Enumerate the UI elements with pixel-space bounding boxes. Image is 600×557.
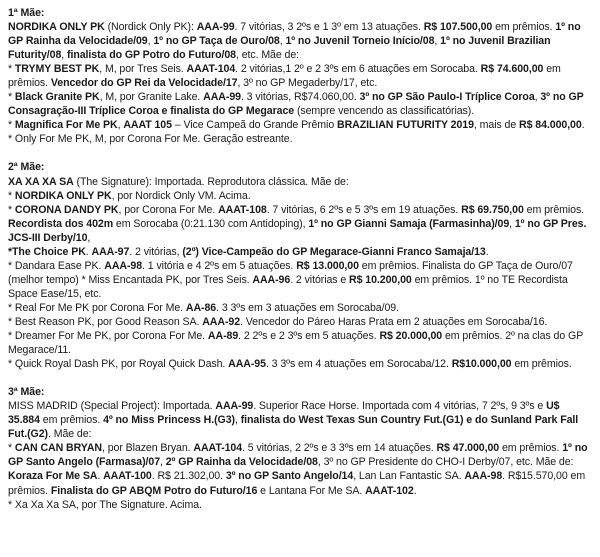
bold-text: AAA-99 — [196, 21, 235, 34]
bold-text: Finalista do GP ABQM Potro do Futuro/16 — [50, 484, 258, 497]
text-run: * Best Reason PK, por Good Reason SA. — [8, 315, 203, 328]
text-run: . 3 vitórias, R$74.060,00. — [240, 91, 360, 104]
bold-text: 2º GP Rainha da Velocidade/08 — [165, 456, 318, 469]
bold-text: AAAT-104 — [193, 442, 243, 455]
bold-text: 1º no GP Gianni Samaja (Farmasinha)/09 — [308, 217, 510, 230]
text-run: . 3 3ºs em 3 atuações em Sorocaba/09. — [216, 301, 399, 314]
bold-text: NORDIKA ONLY PK — [14, 189, 112, 202]
text-run: (Nordick Only PK): — [104, 21, 197, 34]
text-run: * — [8, 63, 15, 76]
text-run: em prêmios. — [511, 358, 572, 371]
bold-text: (2º) Vice-Campeão do GP Megarace-Gianni Franco Samaja/13 — [182, 245, 486, 258]
bold-text: 1º no GP Pres. JCS-III Derby/10 — [8, 217, 587, 244]
bold-text: AAA-98 — [104, 259, 143, 272]
text-run: , — [279, 35, 286, 48]
text-run: * — [8, 442, 15, 455]
entry-paragraph — [8, 315, 592, 329]
entry-paragraph — [8, 118, 592, 132]
entry-paragraph — [8, 20, 592, 62]
bold-text: AAA-96 — [252, 273, 291, 286]
text-run: (The Signature): Importada. Reprodutora clássica. Mãe de: — [73, 175, 349, 188]
bold-text: AAA-99 — [215, 400, 254, 413]
text-run: , Lan Lan Fantastic SA. — [353, 470, 465, 483]
text-run: , — [147, 35, 154, 48]
bold-text: 3º no GP Santo Angelo/14 — [225, 470, 354, 483]
text-run: , — [87, 231, 91, 244]
text-run: . 5 vitórias, 2 2ºs e 3 3ºs em 14 atuações. — [242, 442, 437, 455]
text-run: (sempre vencendo as classificatórias). — [294, 105, 475, 118]
entry-paragraph — [8, 498, 592, 512]
section-heading: 3ª Mãe: — [8, 386, 45, 399]
bold-text: CORONA DANDY PK — [14, 203, 119, 216]
text-run: , — [509, 217, 515, 230]
bold-text: R$10.000,00 — [451, 358, 512, 371]
text-run: em prêmios. — [492, 21, 556, 34]
bold-text: AAA-98 — [464, 470, 503, 483]
bold-text: 1º no GP Santo Angelo (Farmasa)/07 — [8, 442, 588, 469]
text-run: * — [8, 119, 15, 132]
bold-text: Vencedor do GP Rei da Velocidade/17 — [50, 77, 238, 90]
bold-text: AAA-95 — [228, 358, 266, 371]
text-run: . 3 3ºs em 4 atuações em Sorocaba/12. — [265, 358, 452, 371]
entry-paragraph — [8, 189, 592, 203]
entry-paragraph — [8, 259, 592, 301]
bold-text: AA-86 — [185, 301, 217, 314]
text-run: , por Blazen Bryan. — [101, 442, 194, 455]
section-third-dam — [8, 385, 592, 511]
bold-text: AAAT-102 — [365, 484, 414, 497]
section-heading: 1ª Mãe: — [8, 7, 45, 19]
text-run: * Quick Royal Dash PK, por Royal Quick Dash. — [8, 358, 229, 371]
text-run: . 2 vitórias e — [290, 273, 350, 286]
bold-text: AAAT-100 — [103, 470, 152, 483]
bold-text: 3º no GP São Paulo-I Tríplice Coroa — [359, 91, 535, 104]
bold-text: NORDIKA ONLY PK — [8, 21, 105, 34]
text-run: em prêmios. 2º na clas do GP Megarace/11. — [8, 330, 583, 357]
text-run: . R$15.570,00 em prêmios. — [8, 470, 586, 497]
text-run: , M, por Granite Lake. — [99, 91, 204, 104]
section-body — [8, 20, 592, 146]
entry-paragraph — [8, 301, 592, 315]
text-run: , M, por Tres Seis. — [99, 63, 187, 76]
entry-paragraph — [8, 90, 592, 118]
section-first-dam — [8, 6, 592, 146]
text-run: em prêmios. — [39, 414, 104, 427]
bold-text: AAAT 105 — [123, 119, 172, 132]
section-body — [8, 175, 592, 372]
bold-text: R$ 13.000,00 — [296, 259, 359, 272]
bold-text: R$ 107.500,00 — [423, 21, 493, 34]
bold-text: Recordista dos 402m — [8, 217, 114, 230]
text-run: . Vencedor do Páreo Haras Prata em 2 atuações em Sorocaba/16. — [240, 315, 548, 328]
text-run: , por Corona For Me. — [118, 203, 219, 216]
text-run: * — [8, 189, 15, 202]
text-run: . Mãe de: — [47, 428, 92, 441]
text-run: , etc. Mãe de: — [235, 49, 300, 62]
bold-text: finalista do GP Potro do Futuro/08 — [67, 49, 236, 62]
text-run: . 1 vitória e 4 2ºs em 5 atuações. — [142, 259, 297, 272]
section-body — [8, 399, 592, 511]
bold-text: R$ 10.200,00 — [349, 273, 412, 286]
text-run: em prêmios. Finalista do GP Taça de Ouro/07 (melhor tempo) * Miss Encantada PK, por Tres Seis. — [8, 259, 573, 286]
text-run: , — [534, 91, 541, 104]
bold-text: finalista do West Texas Sun Country Fut.(G1) e do Sunland Park Fall Fut.(G2) — [8, 414, 579, 441]
bold-text: AAA-97 — [91, 245, 130, 258]
text-run: , — [160, 456, 166, 469]
bold-text: R$ 20.000,00 — [379, 330, 443, 343]
text-run: . 7 vitórias, 6 2ºs e 5 3ºs em 19 atuações. — [266, 203, 462, 216]
text-run: , — [234, 414, 241, 427]
bold-text: U$ 35.884 — [8, 400, 560, 427]
bold-text: 3º no GP Consagração-III Tríplice Coroa e finalista do GP Megarace — [8, 91, 584, 118]
bold-text: 1º no Juvenil Torneio Início/08 — [285, 35, 435, 48]
text-run: * Dandara Ease PK. — [8, 259, 105, 272]
entry-paragraph — [8, 175, 592, 189]
text-run: MISS MADRID (Special Project): Importada. — [8, 400, 216, 413]
entry-paragraph — [8, 62, 592, 90]
bold-text: 4º no Miss Princess H.(G3) — [103, 414, 235, 427]
entry-paragraph — [8, 329, 592, 357]
text-run: . — [413, 484, 417, 497]
bold-text: BRAZILIAN FUTURITY 2019 — [337, 119, 474, 132]
text-run: . 2 vitórias,1 2º e 2 3ºs em 6 atuações em Sorocaba. — [235, 63, 481, 76]
text-run: * Dreamer For Me PK, por Corona For Me. — [8, 330, 208, 343]
text-run: . — [485, 245, 489, 258]
text-run: e Lantana For Me SA. — [257, 484, 366, 497]
bold-text: Koraza For Me SA — [8, 470, 98, 483]
text-run: – Vice Campeã do Grande Prêmio — [171, 119, 338, 132]
entry-paragraph — [8, 357, 592, 371]
bold-text: AA-89 — [207, 330, 239, 343]
entry-paragraph — [8, 245, 592, 259]
text-run: * Xa Xa Xa SA, por The Signature. Acima. — [8, 498, 202, 511]
entry-paragraph — [8, 203, 592, 245]
entry-paragraph — [8, 132, 592, 146]
text-run: , 3º no GP Presidente do CHO-I Derby/07, etc. Mãe de: — [317, 456, 574, 469]
bold-text: *The Choice PK — [8, 245, 86, 258]
text-run: , por Nordick Only VM. Acima. — [111, 189, 251, 202]
bold-text: R$ 84.000,00 — [519, 119, 582, 132]
bold-text: XA XA XA SA — [8, 175, 74, 188]
text-run: em Sorocaba (0:21.130 com Antidoping), — [113, 217, 309, 230]
bold-text: Magnifica For Me PK — [14, 119, 118, 132]
text-run: * Only For Me PK, M, por Corona For Me. Geração estreante. — [8, 133, 293, 146]
text-run: , 3º no GP Megaderby/17, etc. — [237, 77, 378, 90]
bold-text: AAAT-108 — [218, 203, 267, 216]
bold-text: AAAT-104 — [186, 63, 236, 76]
bold-text: R$ 69.750,00 — [461, 203, 524, 216]
text-run: * — [8, 91, 15, 104]
text-run: , — [117, 119, 124, 132]
text-run: . 7 vitórias, 3 2ºs e 1 3º em 13 atuações. — [234, 21, 424, 34]
bold-text: R$ 74.600,00 — [480, 63, 544, 76]
text-run: . 2 vitórias, — [129, 245, 183, 258]
text-run: . — [85, 245, 92, 258]
bold-text: AAA-99 — [203, 91, 241, 104]
section-second-dam — [8, 160, 592, 371]
bold-text: AAA-92 — [202, 315, 241, 328]
bold-text: CAN CAN BRYAN — [14, 442, 102, 455]
bold-text: 1º no GP Rainha da Velocidade/09 — [8, 21, 581, 48]
section-heading: 2ª Mãe: — [8, 161, 45, 174]
text-run: * Real For Me PK por Corona For Me. — [8, 301, 186, 314]
bold-text: R$ 47.000,00 — [436, 442, 500, 455]
text-run: em prêmios. — [8, 63, 561, 90]
text-run: . Superior Race Horse. Importada com 4 vitórias, 7 2ºs, 9 3ºs e — [253, 400, 547, 413]
text-run: . 2 2ºs e 2 3ºs em 5 atuações. — [238, 330, 380, 343]
text-run: , — [61, 49, 68, 62]
entry-paragraph — [8, 441, 592, 497]
bold-text: Black Granite PK — [14, 91, 100, 104]
text-run: em prêmios. 1º no TE Recordista Space Ease/15, etc. — [8, 273, 568, 300]
text-run: . — [97, 470, 104, 483]
bold-text: TRYMY BEST PK — [14, 63, 100, 76]
text-run: . — [581, 119, 585, 132]
text-run: , mais de — [473, 119, 520, 132]
text-run: * — [8, 203, 15, 216]
text-run: em prêmios. — [499, 442, 563, 455]
entry-paragraph — [8, 399, 592, 441]
text-run: . R$ 21.302,00. — [151, 470, 226, 483]
bold-text: 1º no Juvenil Brazilian Futurity/08 — [8, 35, 551, 62]
text-run: em prêmios. — [523, 203, 585, 216]
text-run: , — [434, 35, 441, 48]
bold-text: 1º no GP Taça de Ouro/08 — [153, 35, 280, 48]
